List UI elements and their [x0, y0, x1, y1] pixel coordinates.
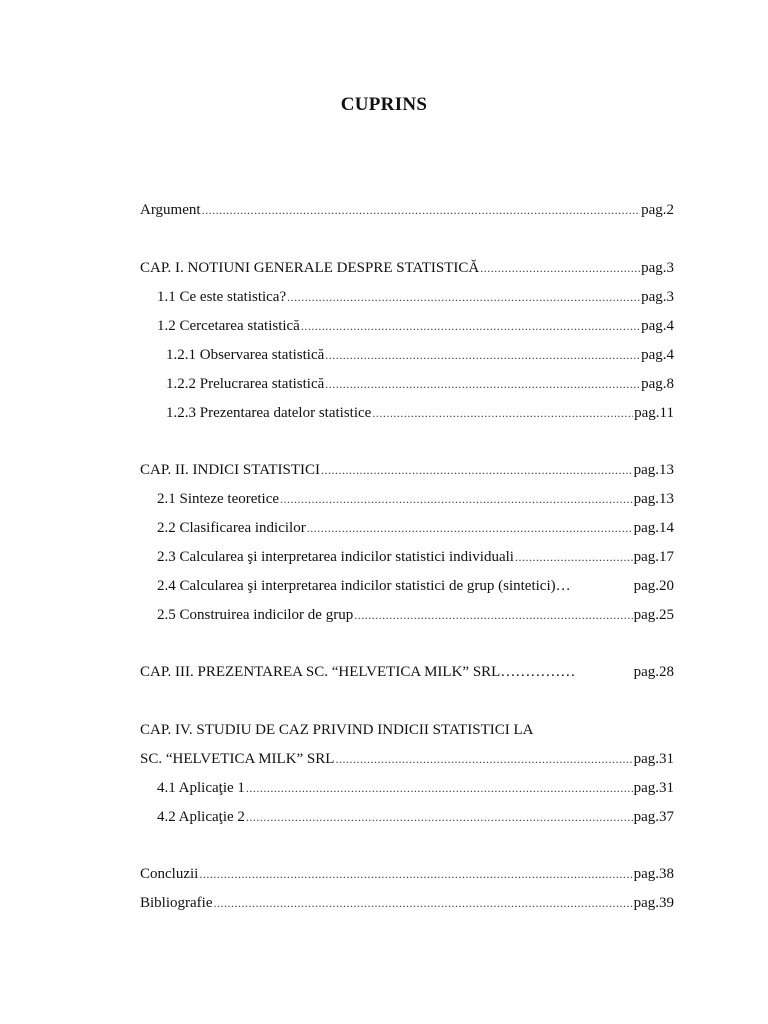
toc-leader — [372, 403, 633, 423]
toc-entry-2-3 — [157, 547, 674, 567]
toc-page: pag.31 — [633, 751, 674, 767]
toc-entry-1-2-3 — [166, 403, 674, 423]
toc-page: pag.25 — [633, 607, 674, 623]
toc-label: CAP. III. PREZENTAREA SC. “HELVETICA MILK” SRL…………… — [140, 664, 576, 680]
toc-page: pag.37 — [633, 809, 674, 825]
toc-label: 2.4 Calcularea şi interpretarea indicilor statistici de grup (sintetici)… — [157, 578, 571, 594]
toc-page: pag.4 — [641, 318, 674, 334]
toc-label: 2.2 Clasificarea indicilor — [157, 520, 306, 536]
toc-leader — [325, 374, 640, 394]
toc-label: CAP. IV. STUDIU DE CAZ PRIVIND INDICII STATISTICI LA — [140, 722, 534, 738]
toc-page: pag.8 — [641, 376, 674, 392]
toc-label: CAP. II. INDICI STATISTICI — [140, 462, 321, 478]
page-title: CUPRINS — [340, 94, 428, 115]
toc-label: 2.1 Sinteze teoretice — [157, 491, 280, 507]
toc-leader — [325, 345, 640, 365]
toc-page: pag.38 — [633, 866, 674, 882]
toc-entry-cap-1 — [140, 258, 674, 278]
toc-entry-4-1 — [157, 778, 674, 798]
toc-page: pag.4 — [641, 347, 674, 363]
toc-page: pag.11 — [634, 405, 674, 421]
toc-page: pag.13 — [633, 462, 674, 478]
toc-page: pag.20 — [633, 578, 674, 594]
toc-entry-concluzii — [140, 864, 674, 884]
toc-label: 2.5 Construirea indicilor de grup — [157, 607, 354, 623]
toc-leader — [515, 547, 633, 567]
toc-label: Argument — [140, 202, 201, 218]
toc-page: pag.3 — [641, 260, 674, 276]
toc-label: CAP. I. NOTIUNI GENERALE DESPRE STATISTICĂ — [140, 260, 480, 276]
toc-leader — [246, 778, 633, 798]
toc-leader — [202, 200, 641, 220]
toc-leader — [213, 893, 632, 913]
toc-leader — [301, 316, 640, 336]
toc-entry-cap-3 — [140, 662, 674, 682]
toc-label: 1.2.1 Observarea statistică — [166, 347, 325, 363]
toc-entry-argument — [140, 200, 674, 220]
toc-label: 1.2.2 Prelucrarea statistică — [166, 376, 325, 392]
toc-label: 2.3 Calcularea şi interpretarea indicilor statistici individuali — [157, 549, 514, 565]
toc-leader — [246, 807, 633, 827]
toc-label: 4.2 Aplicaţie 2 — [157, 809, 245, 825]
toc-leader — [480, 258, 640, 278]
toc-entry-1-2-1 — [166, 345, 674, 365]
toc-entry-2-4 — [157, 576, 674, 596]
toc-entry-4-2 — [157, 807, 674, 827]
toc-leader — [287, 287, 640, 307]
toc-page: pag.14 — [633, 520, 674, 536]
toc-page: pag.3 — [641, 289, 674, 305]
toc-label: 4.1 Aplicaţie 1 — [157, 780, 245, 796]
toc-entry-bibliografie — [140, 893, 674, 913]
toc-label: SC. “HELVETICA MILK” SRL — [140, 751, 335, 767]
toc-leader — [354, 605, 632, 625]
toc-entry-cap-4-line2 — [140, 749, 674, 769]
toc-entry-2-1 — [157, 489, 674, 509]
toc-entry-2-2 — [157, 518, 674, 538]
toc-entry-cap-2 — [140, 460, 674, 480]
toc-leader — [335, 749, 632, 769]
toc-page: pag.13 — [633, 491, 674, 507]
toc-leader — [307, 518, 633, 538]
toc-label: Concluzii — [140, 866, 199, 882]
toc-page: pag.28 — [633, 664, 674, 680]
toc-page: pag.39 — [633, 895, 674, 911]
toc-page: pag.31 — [633, 780, 674, 796]
toc-leader — [199, 864, 632, 884]
toc-leader — [280, 489, 633, 509]
toc-leader — [321, 460, 633, 480]
toc-label: 1.2.3 Prezentarea datelor statistice — [166, 405, 372, 421]
toc-label: 1.1 Ce este statistica? — [157, 289, 287, 305]
toc-page: pag.2 — [641, 202, 674, 218]
toc-page: pag.17 — [633, 549, 674, 565]
toc-label: Bibliografie — [140, 895, 213, 911]
toc-label: 1.2 Cercetarea statistică — [157, 318, 300, 334]
toc-entry-1-2 — [157, 316, 674, 336]
toc-entry-1-1 — [157, 287, 674, 307]
toc-entry-2-5 — [157, 605, 674, 625]
toc-entry-1-2-2 — [166, 374, 674, 394]
toc-entry-cap-4-line1 — [140, 720, 674, 740]
